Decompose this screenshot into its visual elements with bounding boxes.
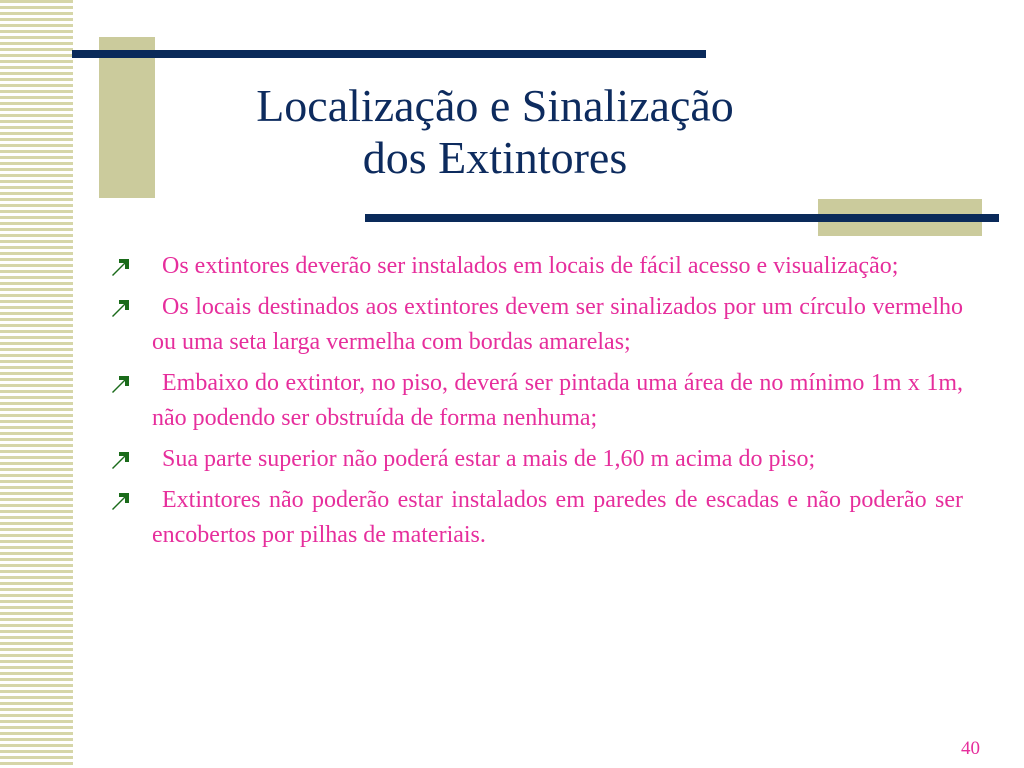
arrow-bullet-icon: [110, 372, 134, 396]
arrow-bullet-icon: [110, 448, 134, 472]
bullet-text: Embaixo do extintor, no piso, deverá ser pintada uma área de no mínimo 1m x 1m, não podendo ser obstruída de forma nenhuma;: [152, 370, 963, 431]
decorative-bar-bottom: [365, 214, 999, 222]
arrow-bullet-icon: [110, 296, 134, 320]
page-number: 40: [961, 738, 980, 759]
arrow-bullet-icon: [110, 489, 134, 513]
bullet-item: [110, 249, 963, 284]
arrow-bullet-icon: [110, 255, 134, 279]
bullet-text: Extintores não poderão estar instalados em paredes de escadas e não poderão ser encobertos por pilhas de materiais.: [152, 487, 963, 548]
decorative-beige-block-top: [99, 37, 155, 198]
decorative-bar-top: [72, 50, 706, 58]
bullet-text: Os locais destinados aos extintores devem ser sinalizados por um círculo vermelho ou uma seta larga vermelha com bordas amarelas;: [152, 294, 963, 355]
bullet-item: [110, 442, 963, 477]
bullet-list: [110, 249, 963, 559]
slide-title: [160, 80, 830, 184]
bullet-item: [110, 483, 963, 553]
decorative-stripes: [0, 0, 73, 768]
bullet-item: [110, 290, 963, 360]
bullet-text: Os extintores deverão ser instalados em locais de fácil acesso e visualização;: [162, 253, 899, 279]
bullet-item: [110, 366, 963, 436]
slide-title-line-2: dos Extintores: [362, 132, 628, 183]
slide-title-line-1: Localização e Sinalização: [256, 80, 734, 131]
bullet-text: Sua parte superior não poderá estar a mais de 1,60 m acima do piso;: [162, 446, 816, 472]
